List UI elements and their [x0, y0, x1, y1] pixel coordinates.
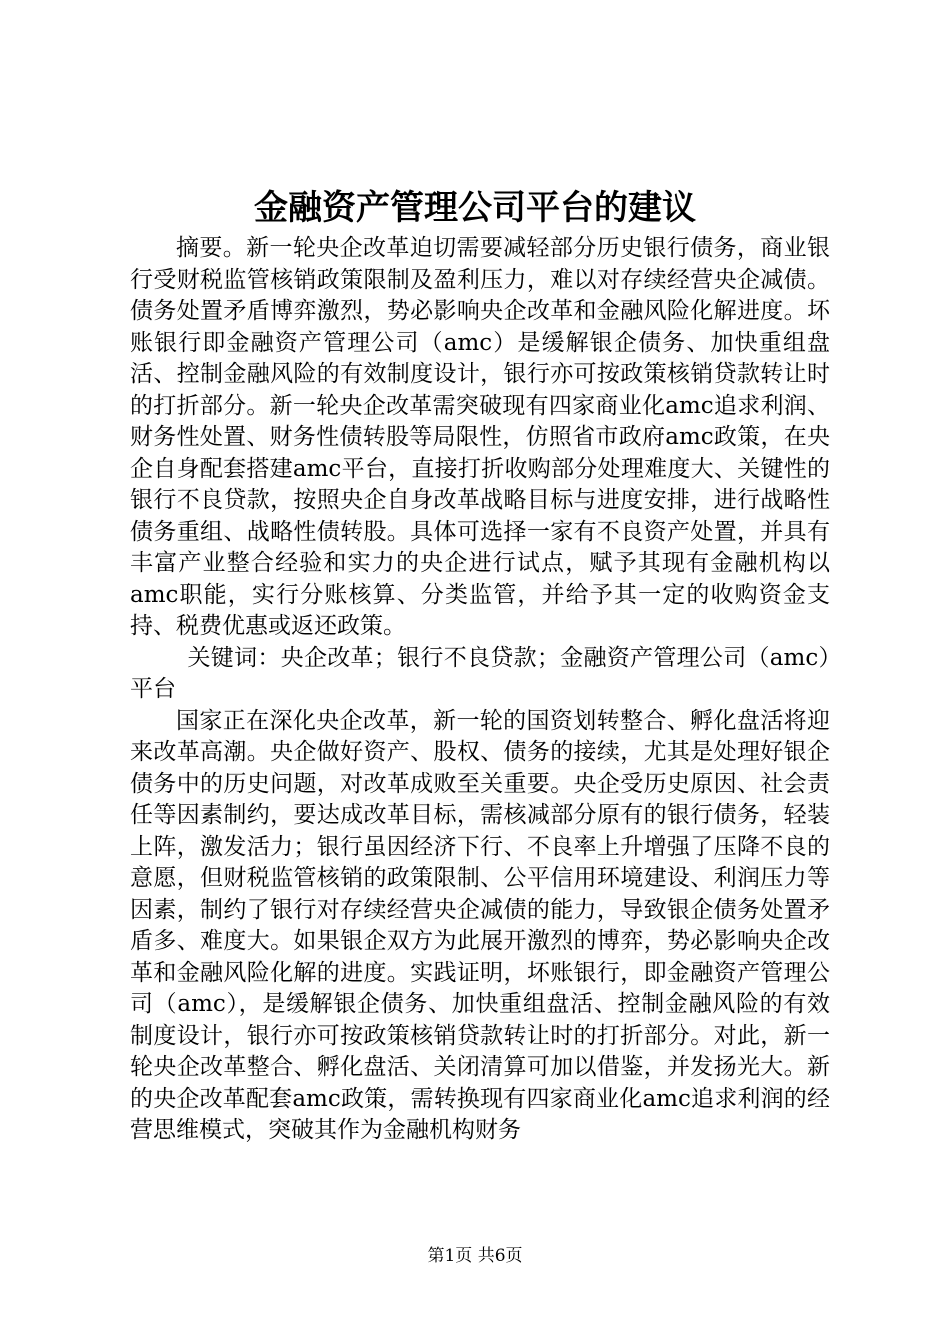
body-paragraph: 国家正在深化央企改革，新一轮的国资划转整合、孵化盘活将迎来改革高潮。央企做好资产、股权、债务的接续，尤其是处理好银企债务中的历史问题，对改革成败至关重要。央企受历史原因、社会责任等因素制约，要达成改革目标，需核减部分原有的银行债务，轻装上阵，激发活力；银行虽因经济下行、不良率上升增强了压降不良的意愿，但财税监管核销的政策限制、公平信用环境建设、利润压力等因素，制约了银行对存续经营央企减债的能力，导致银企债务处置矛盾多、难度大。如果银企双方为此展开激烈的博弈，势必影响央企改革和金融风险化解的进度。实践证明，坏账银行，即金融资产管理公司（amc），是缓解银企债务、加快重组盘活、控制金融风险的有效制度设计，银行亦可按政策核销贷款转让时的打折部分。对此，新一轮央企改革整合、孵化盘活、关闭清算可加以借鉴，并发扬光大。新的央企改革配套amc政策，需转换现有四家商业化amc追求利润的经营思维模式，突破其作为金融机构财务 — [130, 707, 830, 1143]
abstract-paragraph: 摘要。新一轮央企改革迫切需要减轻部分历史银行债务，商业银行受财税监管核销政策限制及盈利压力，难以对存续经营央企减债。债务处置矛盾博弈激烈，势必影响央企改革和金融风险化解进度。坏账银行即金融资产管理公司（amc）是缓解银企债务、加快重组盘活、控制金融风险的有效制度设计，银行亦可按政策核销贷款转让时的打折部分。新一轮央企改革需突破现有四家商业化amc追求利润、财务性处置、财务性债转股等局限性，仿照省市政府amc政策，在央企自身配套搭建amc平台，直接打折收购部分处理难度大、关键性的银行不良贷款，按照央企自身改革战略目标与进度安排，进行战略性债务重组、战略性债转股。具体可选择一家有不良资产处置，并具有丰富产业整合经验和实力的央企进行试点，赋予其现有金融机构以amc职能，实行分账核算、分类监管，并给予其一定的收购资金支持、税费优惠或返还政策。 — [130, 235, 830, 639]
document-body — [130, 233, 830, 1147]
page-footer: 第1页 共6页 — [427, 1246, 523, 1266]
keywords-paragraph: 关键词：央企改革；银行不良贷款；金融资产管理公司（amc）平台 — [130, 644, 830, 702]
page-title: 金融资产管理公司平台的建议 — [254, 188, 696, 228]
